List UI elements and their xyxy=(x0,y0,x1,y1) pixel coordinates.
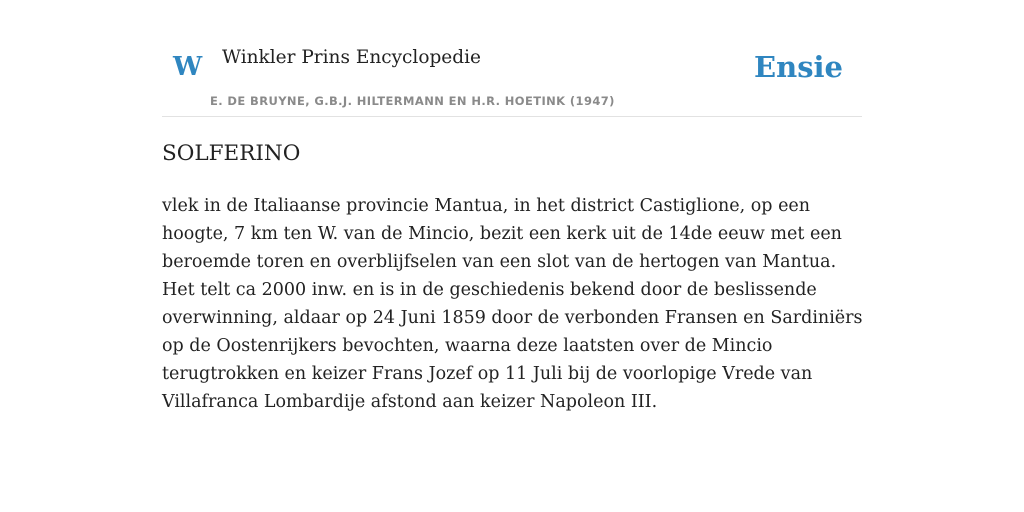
source-header xyxy=(162,40,862,117)
source-authors: E. DE BRUYNE, G.B.J. HILTERMANN EN H.R. HOETINK (1947) xyxy=(210,94,615,108)
ensie-logo[interactable]: Ensie xyxy=(754,50,843,84)
entry-title: SOLFERINO xyxy=(162,141,301,166)
source-logo[interactable]: W xyxy=(173,52,203,82)
source-title[interactable]: Winkler Prins Encyclopedie xyxy=(222,47,481,68)
entry-body: vlek in de Italiaanse provincie Mantua, in het district Castiglione, op een hoogte, 7 km ten W. van de Mincio, bezit een kerk uit de 14de eeuw met een beroemde toren en overblijfselen van een slot van de hertogen van Mantua. Het telt ca 2000 inw. en is in de geschiedenis bekend door de beslissende overwinning, aldaar op 24 Juni 1859 door de verbonden Fransen en Sardiniërs op de Oostenrijkers bevochten, waarna deze laatsten over de Mincio terugtrokken en keizer Frans Jozef op 11 Juli bij de voorlopige Vrede van Villafranca Lombardije afstond aan keizer Napoleon III. xyxy=(162,196,863,412)
